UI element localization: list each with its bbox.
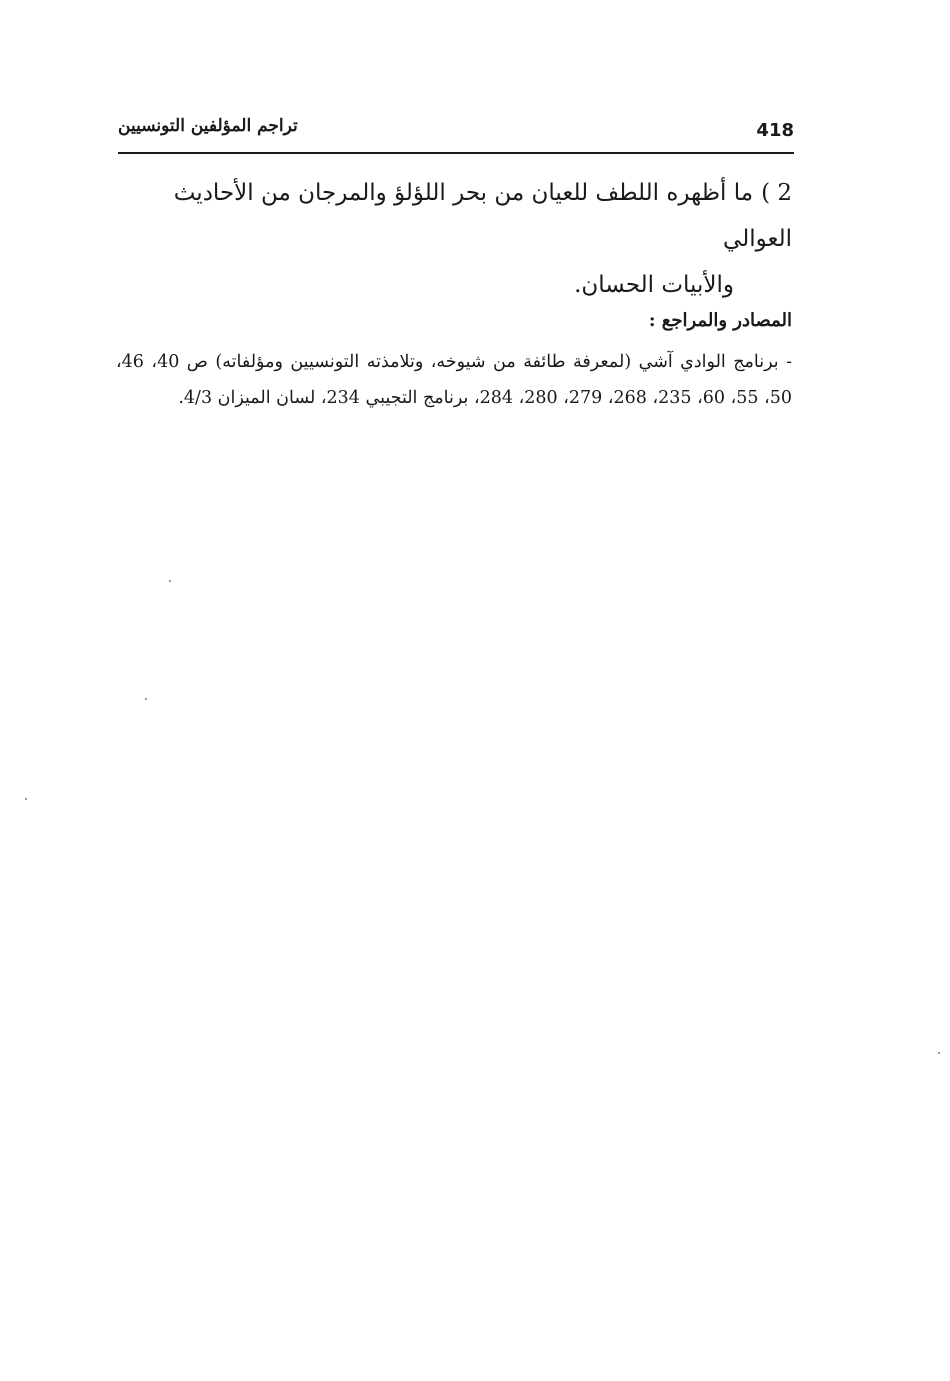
work-entry-number: 2 ) [761, 180, 792, 206]
scan-speck [938, 1052, 940, 1054]
sources-text: - برنامج الوادي آشي (لمعرفة طائفة من شيوخه، وتلامذته التونسيين ومؤلفاته) ص 40، 46، 50، 55، 60، 235، 268، 279، 280، 284، برنامج التجيبي 234، لسان الميزان 4/3. [116, 352, 793, 408]
sources-heading: المصادر والمراجع : [648, 310, 792, 331]
page-header [118, 112, 794, 154]
work-entry [112, 170, 792, 308]
scan-speck [145, 698, 147, 700]
page-number: 418 [756, 120, 794, 141]
scan-speck [25, 798, 27, 800]
work-entry-title-line1: ما أظهره اللطف للعيان من بحر اللؤلؤ والمرجان من الأحاديث العوالي [173, 180, 792, 252]
scan-speck [169, 580, 171, 582]
running-title: تراجم المؤلفين التونسيين [118, 116, 298, 136]
work-entry-title-line2: والأبيات الحسان. [574, 272, 734, 298]
